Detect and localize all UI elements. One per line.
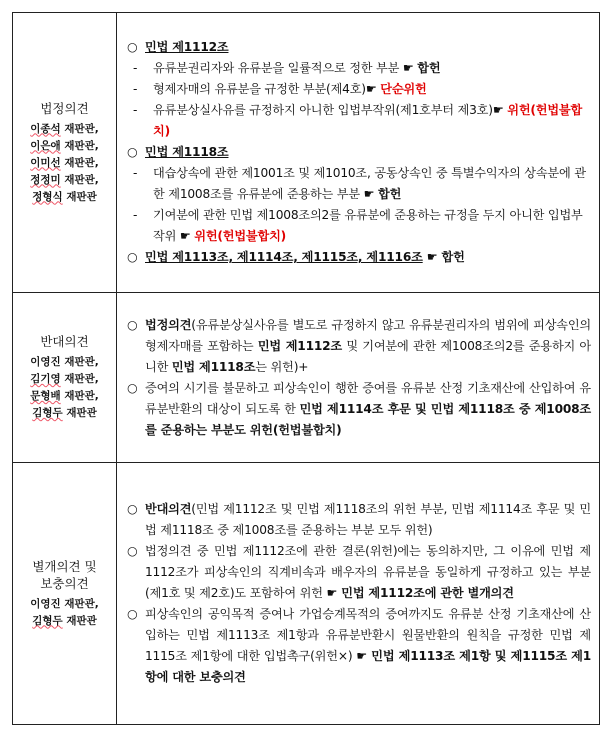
pointing-hand-icon: ☛ (365, 82, 377, 96)
result-text: 위헌(헌법불합치) (153, 103, 583, 138)
judge-entry: 이미선 재판관, (30, 156, 99, 169)
section-heading: ○ 민법 제1113조, 제1114조, 제1115조, 제1116조 ☛ 합헌 (127, 247, 591, 268)
separate-opinion-row (13, 463, 600, 725)
paragraph: ○ 증여의 시기를 불문하고 피상속인이 행한 증여를 유류분 산정 기초재산에 산입하여 유류분반환의 대상이 되도록 한 민법 제1114조 후문 및 민법 제1118조 중 제1008조를 준용하는 부분도 위헌(헌법불합치) (127, 378, 591, 441)
majority-opinion-row (13, 13, 600, 293)
bullet-icon: ○ (127, 607, 138, 621)
opinions-table (12, 12, 600, 725)
judge-entry: 정정미 재판관, (30, 173, 99, 186)
majority-opinion-body (117, 13, 600, 293)
row-title: 별개의견 및 (32, 558, 97, 574)
judge-entry: 정형식 재판관 (32, 190, 97, 203)
bullet-icon: ○ (127, 544, 138, 558)
separate-opinion-label (13, 463, 117, 725)
bullet-icon: ○ (127, 317, 138, 332)
paragraph: ○ 법정의견(유류분상실사유를 별도로 규정하지 않고 유류분권리자의 범위에 피상속인의 형제자매를 포함하는 민법 제1112조 및 기여분에 관한 제1008조의2를 준용하지 아니한 민법 제1118조는 위헌)+ (127, 315, 591, 378)
paragraph: ○ 피상속인의 공익목적 증여나 가업승계목적의 증여까지도 유류분 산정 기초재산에 산입하는 민법 제1113조 제1항과 유류분반환시 원물반환의 원칙을 규정한 민법 제1115조 제1항에 대한 입법촉구(위헌×) ☛ 민법 제1113조 제1항 및 제1115조 제1항에 대한 보충의견 (127, 604, 591, 688)
judge-entry: 이영진 재판관, (30, 356, 99, 368)
section-heading: ○ 민법 제1118조 (127, 142, 591, 163)
judge-entry: 김기영 재판관, (30, 373, 99, 385)
pointing-hand-icon: ☛ (402, 61, 414, 75)
bullet-icon: ○ (127, 40, 138, 54)
judge-entry: 문형배 재판관, (30, 390, 99, 402)
judge-entry: 김형두 재판관 (32, 614, 97, 627)
row-subtitle: 보충의견 (40, 575, 89, 591)
pointing-hand-icon: ☛ (326, 586, 338, 600)
section-heading: ○ 민법 제1112조 (127, 37, 591, 58)
judge-entry: 이영진 재판관, (30, 597, 99, 610)
dissenting-opinion-label (13, 293, 117, 463)
bullet-icon: ○ (127, 145, 138, 159)
judge-entry: 이은애 재판관, (30, 139, 99, 152)
paragraph: ○ 반대의견(민법 제1112조 및 민법 제1118조의 위헌 부분, 민법 제1114조 후문 및 민법 제1118조 중 제1008조를 준용하는 부분 모두 위헌) (127, 499, 591, 541)
list-item: - 대습상속에 관한 제1001조 및 제1010조, 공동상속인 중 특별수익자의 상속분에 관한 제1008조를 유류분에 준용하는 부분 ☛ 합헌 (133, 166, 586, 201)
pointing-hand-icon: ☛ (363, 187, 375, 201)
pointing-hand-icon: ☛ (426, 250, 438, 264)
result-text: 합헌 (441, 250, 465, 264)
row-title: 법정의견 (40, 100, 89, 116)
bullet-icon: ○ (127, 502, 138, 516)
result-text: 합헌 (378, 187, 402, 201)
pointing-hand-icon: ☛ (179, 229, 191, 243)
list-item: - 형제자매의 유류분을 규정한 부분(제4호)☛ 단순위헌 (133, 82, 427, 96)
judge-entry: 이종석 재판관, (30, 122, 99, 135)
result-text: 합헌 (417, 61, 441, 75)
list-item: - 유류분권리자와 유류분을 일률적으로 정한 부분 ☛ 합헌 (133, 61, 441, 75)
dissenting-opinion-body (117, 293, 600, 463)
pointing-hand-icon: ☛ (356, 649, 367, 663)
majority-opinion-label (13, 13, 117, 293)
separate-opinion-body (117, 463, 600, 725)
judge-entry: 김형두 재판관 (32, 407, 97, 419)
list-item: - 유류분상실사유를 규정하지 아니한 입법부작위(제1호부터 제3호)☛ 위헌(헌법불합치) (133, 103, 583, 138)
result-text: 위헌(헌법불합치) (194, 229, 287, 243)
list-item: - 기여분에 관한 민법 제1008조의2를 유류분에 준용하는 규정을 두지 아니한 입법부작위 ☛ 위헌(헌법불합치) (133, 208, 583, 243)
result-text: 단순위헌 (380, 82, 427, 96)
pointing-hand-icon: ☛ (492, 103, 504, 117)
bullet-icon: ○ (127, 380, 138, 395)
paragraph: ○ 법정의견 중 민법 제1112조에 관한 결론(위헌)에는 동의하지만, 그 이유에 민법 제1112조가 피상속인의 직계비속과 배우자의 유류분을 동일하게 규정하고 있는 부분(제1호 및 제2호)도 포함하여 위헌 ☛ 민법 제1112조에 관한 별개의견 (127, 541, 591, 604)
bullet-icon: ○ (127, 250, 138, 264)
row-title: 반대의견 (40, 334, 89, 349)
dissenting-opinion-row (13, 293, 600, 463)
